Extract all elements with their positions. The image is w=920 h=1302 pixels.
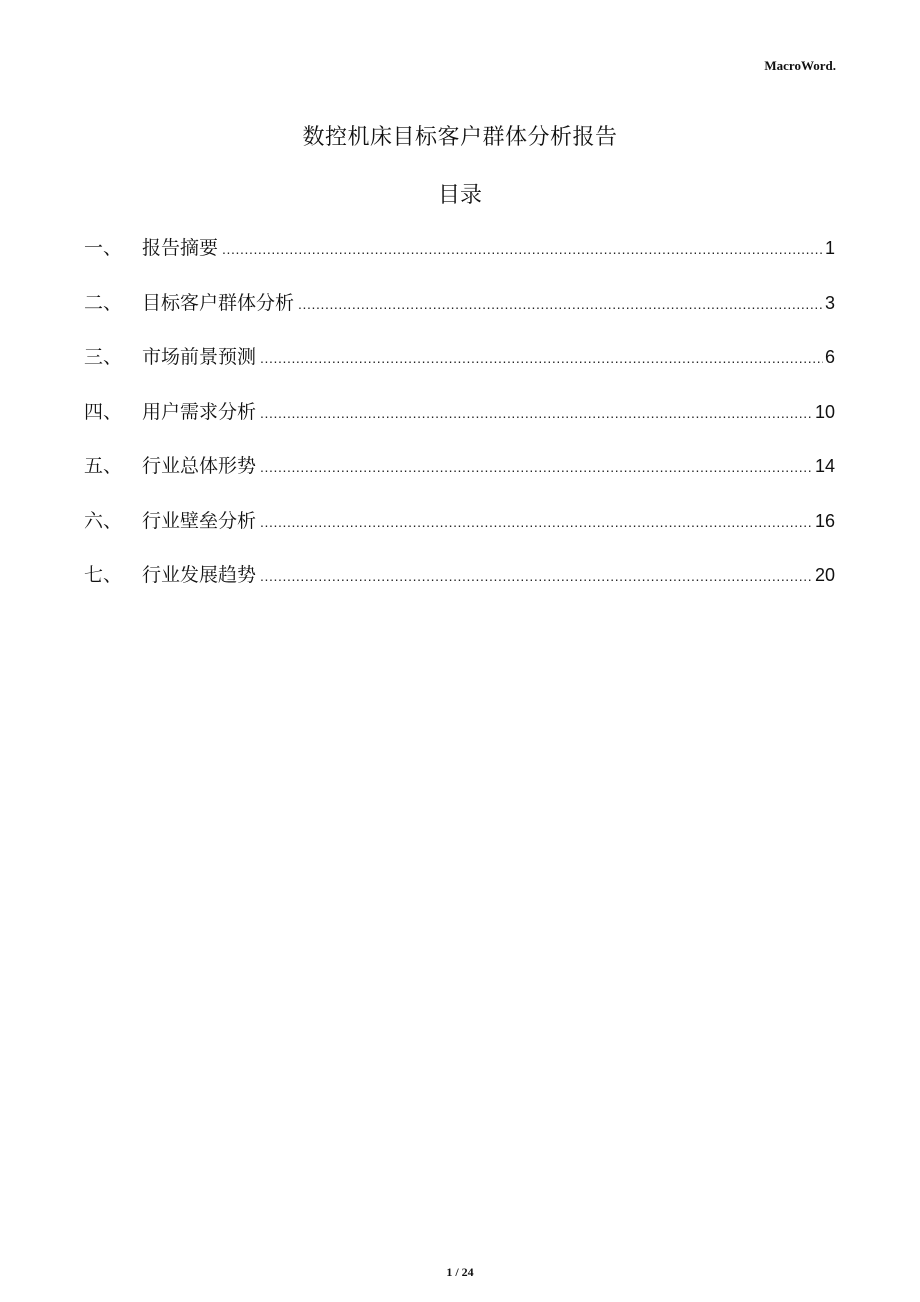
toc-entry[interactable] [84, 342, 835, 397]
toc-dot-leader [260, 405, 813, 421]
toc-dot-leader [260, 568, 813, 584]
toc-entry[interactable] [84, 560, 835, 615]
header-brand: MacroWord. [764, 58, 836, 73]
toc-entry-page: 10 [814, 401, 835, 422]
toc-entry-label: 目标客户群体分析 [142, 291, 295, 314]
toc-entry[interactable] [84, 233, 835, 288]
toc-entry-number: 五、 [84, 455, 123, 477]
toc-entry-number: 四、 [84, 400, 123, 423]
toc-dot-leader [260, 350, 823, 366]
page-indicator: 1 / 24 [446, 1265, 474, 1279]
toc-entry[interactable] [84, 451, 835, 506]
toc-dot-leader [260, 459, 813, 475]
toc-entry-label: 市场前景预测 [142, 346, 257, 368]
toc-entry-number: 七、 [84, 564, 123, 586]
toc-entry-page: 6 [824, 347, 835, 367]
toc-dot-leader [298, 296, 823, 312]
toc-entry-page: 1 [824, 238, 835, 258]
document-title: 数控机床目标客户群体分析报告 [302, 125, 618, 150]
toc-entry-number: 六、 [84, 509, 123, 532]
toc-entry-number: 二、 [84, 291, 123, 314]
toc-entry-label: 行业发展趋势 [142, 564, 257, 586]
toc-entry-page: 16 [814, 510, 835, 531]
toc-entry-number: 一、 [84, 237, 123, 259]
toc-entry[interactable] [84, 397, 835, 452]
toc-heading: 目录 [437, 183, 482, 208]
toc-entry[interactable] [84, 288, 835, 343]
toc-entry-label: 行业总体形势 [142, 455, 257, 477]
toc-entry-page: 14 [814, 456, 835, 476]
toc-entry-label: 行业壁垒分析 [142, 509, 257, 532]
toc-entry-number: 三、 [84, 346, 123, 368]
toc-entry[interactable] [84, 506, 835, 561]
toc-dot-leader [260, 514, 813, 530]
toc-entry-page: 20 [814, 565, 835, 585]
toc-dot-leader [222, 241, 823, 257]
toc-entry-label: 用户需求分析 [142, 400, 257, 423]
toc-entry-label: 报告摘要 [142, 237, 219, 259]
toc-entry-page: 3 [824, 292, 835, 313]
table-of-contents [84, 233, 835, 615]
